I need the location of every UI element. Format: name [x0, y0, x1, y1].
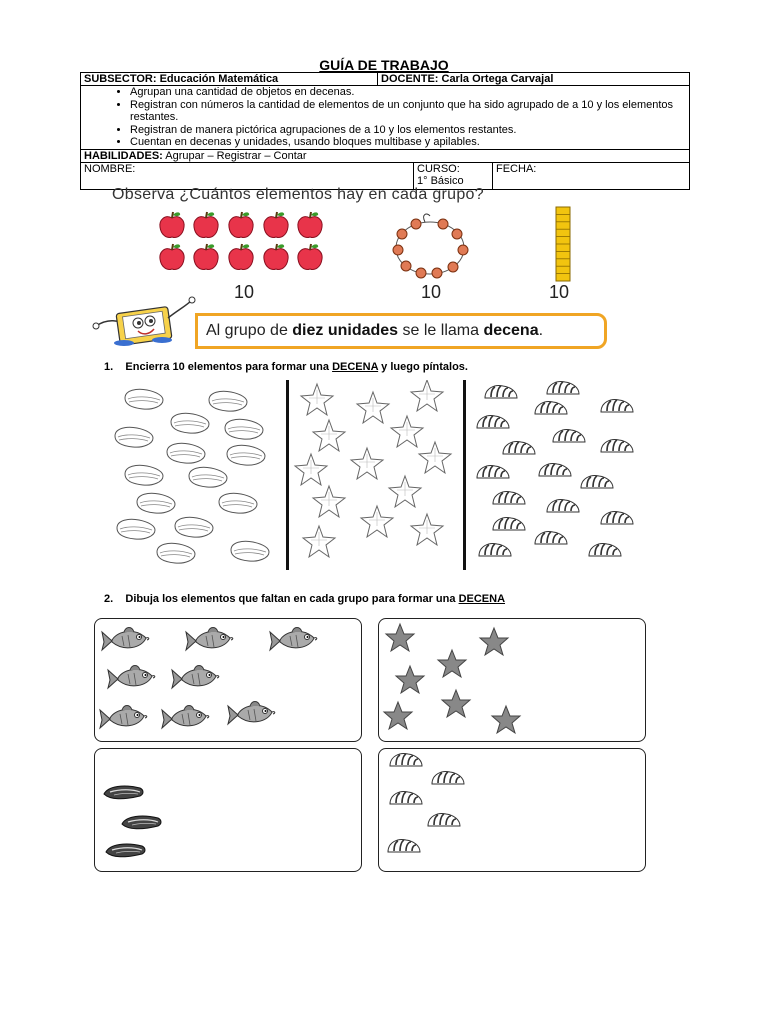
starfish-icon: [386, 624, 414, 651]
block-tower-icon: [553, 206, 573, 282]
count-blocks: 10: [549, 282, 570, 302]
decena-banner: [195, 313, 607, 349]
question-2-keyword: DECENA: [458, 593, 506, 605]
bead-icon: [411, 219, 421, 229]
starfish-icon: [301, 384, 333, 415]
clam-icon: [485, 386, 517, 399]
starfish-icon: [357, 392, 389, 423]
fish-icon: [270, 628, 317, 651]
objectives-cell: [81, 86, 690, 150]
apple-icon: [264, 244, 288, 270]
mussel-group: [104, 786, 161, 857]
shell-icon: [137, 493, 175, 513]
banner-suffix: .: [538, 322, 544, 339]
question-1-keyword: DECENA: [332, 361, 379, 373]
fish-icon: [100, 706, 147, 729]
apple-icon: [229, 212, 253, 238]
question-1: [104, 361, 468, 373]
clam-icon: [601, 400, 633, 413]
starfish-icon: [313, 486, 345, 517]
clam-group: [477, 382, 633, 557]
fish-icon: [108, 666, 155, 689]
clam-icon: [535, 532, 567, 545]
bead-icon: [401, 261, 411, 271]
objective-item: • Agrupan una cantidad de objetos en decenas.: [130, 86, 686, 99]
starfish-icon: [351, 448, 383, 479]
clam-icon: [601, 512, 633, 525]
clam-icon: [388, 840, 420, 853]
shell-group: [115, 389, 269, 563]
banner-prefix: Al grupo de: [206, 322, 293, 339]
apple-icon: [229, 244, 253, 270]
fish-icon: [186, 628, 233, 651]
bead-necklace: [385, 210, 475, 280]
fecha-cell[interactable]: [493, 162, 690, 189]
curso-value: 1° Básico: [417, 174, 464, 187]
bead-icon: [452, 229, 462, 239]
clam-icon: [390, 792, 422, 805]
clam-icon: [477, 416, 509, 429]
shell-icon: [175, 517, 213, 537]
banner-bold-decena: decena: [483, 322, 539, 339]
starfish-icon: [391, 416, 423, 447]
clam-icon: [547, 382, 579, 395]
starfish-icon: [396, 666, 424, 693]
clam-icon: [432, 772, 464, 785]
starfish-icon: [438, 650, 466, 677]
apple-icon: [264, 212, 288, 238]
apple-icon: [160, 212, 184, 238]
habilidades-cell: [81, 149, 690, 162]
apple-row-1: [160, 212, 322, 238]
mussel-icon: [122, 816, 161, 829]
starfish-group: [295, 380, 451, 557]
count-beads: 10: [421, 282, 442, 302]
header-table: [80, 72, 690, 190]
clam-icon: [589, 544, 621, 557]
shell-icon: [189, 467, 227, 487]
question-1-text-end: y luego píntalos.: [378, 361, 468, 373]
clam-icon: [428, 814, 460, 827]
clam-icon: [581, 476, 613, 489]
starfish-icon: [389, 476, 421, 507]
starfish-icon: [442, 690, 470, 717]
gray-starfish-group: [384, 624, 520, 733]
clam-icon: [479, 544, 511, 557]
clam-icon: [493, 492, 525, 505]
curso-cell: [414, 162, 493, 189]
clam-icon: [477, 466, 509, 479]
clam-icon: [535, 402, 567, 415]
apple-row-2: [160, 244, 322, 270]
observe-heading: Observa ¿Cuántos elementos hay en cada grupo?: [112, 186, 484, 203]
objective-item: • Registran de manera pictórica agrupaciones de a 10 y los elementos restantes.: [130, 124, 686, 137]
clam-icon: [503, 442, 535, 455]
starfish-icon: [295, 454, 327, 485]
clam-icon: [390, 754, 422, 767]
fish-icon: [102, 628, 149, 651]
starfish-icon: [480, 628, 508, 655]
shell-icon: [125, 389, 163, 409]
mussel-icon: [104, 786, 143, 799]
starfish-icon: [411, 380, 443, 411]
banner-middle: se le llama: [398, 322, 484, 339]
shell-icon: [219, 493, 257, 513]
bead-icon: [397, 229, 407, 239]
worksheet-title: GUÍA DE TRABAJO: [319, 57, 449, 73]
fish-group: [100, 628, 317, 729]
shell-icon: [225, 419, 263, 439]
apple-icon: [160, 244, 184, 270]
clam-icon: [553, 430, 585, 443]
q2-elements: [94, 618, 646, 872]
shell-icon: [115, 427, 153, 447]
starfish-icon: [419, 442, 451, 473]
gray-clam-group: [388, 754, 464, 853]
apple-icon: [298, 212, 322, 238]
apple-group: [155, 208, 330, 274]
shell-icon: [231, 541, 269, 561]
objective-item: • Registran con números la cantidad de elementos de un conjunto que ha sido agrupado de a 10 y los elementos restantes.: [130, 99, 686, 124]
shell-icon: [117, 519, 155, 539]
subsector-cell: SUBSECTOR: Educación Matemática: [81, 73, 378, 86]
starfish-icon: [384, 702, 412, 729]
question-2-number: 2.: [104, 593, 114, 605]
clam-icon: [601, 440, 633, 453]
question-1-number: 1.: [104, 361, 114, 373]
clam-icon: [539, 464, 571, 477]
fecha-label: FECHA:: [496, 162, 537, 175]
clam-icon: [493, 518, 525, 531]
bead-icon: [393, 245, 403, 255]
shell-icon: [227, 445, 265, 465]
bead-icon: [432, 268, 442, 278]
nombre-label: NOMBRE:: [84, 162, 136, 175]
question-2: [104, 593, 505, 605]
objective-item: • Cuentan en decenas y unidades, usando bloques multibase y apilables.: [130, 136, 686, 149]
fish-icon: [228, 702, 275, 725]
bead-icon: [448, 262, 458, 272]
curso-label: CURSO:: [417, 162, 460, 175]
fish-icon: [162, 706, 209, 729]
q1-elements: [105, 380, 650, 575]
habilidades-value: Agrupar – Registrar – Contar: [165, 149, 307, 162]
fish-icon: [172, 666, 219, 689]
shell-icon: [157, 543, 195, 563]
starfish-icon: [361, 506, 393, 537]
shell-icon: [209, 391, 247, 411]
shell-icon: [167, 443, 205, 463]
book-mascot-icon: [88, 296, 198, 348]
bead-icon: [438, 219, 448, 229]
docente-cell: DOCENTE: Carla Ortega Carvajal: [378, 73, 690, 86]
question-2-text: Dibuja los elementos que faltan en cada grupo para formar una: [125, 593, 459, 605]
shell-icon: [125, 465, 163, 485]
nombre-cell[interactable]: [81, 162, 414, 189]
starfish-icon: [303, 526, 335, 557]
starfish-icon: [411, 514, 443, 545]
starfish-icon: [313, 420, 345, 451]
bead-icon: [458, 245, 468, 255]
clam-icon: [547, 500, 579, 513]
apple-icon: [194, 244, 218, 270]
question-1-text: Encierra 10 elementos para formar una: [125, 361, 333, 373]
banner-bold-diez-unidades: diez unidades: [292, 322, 399, 339]
bead-icon: [416, 268, 426, 278]
habilidades-label: HABILIDADES:: [84, 149, 163, 162]
apple-icon: [298, 244, 322, 270]
shell-icon: [171, 413, 209, 433]
count-apples: 10: [234, 282, 255, 302]
starfish-icon: [492, 706, 520, 733]
mussel-icon: [106, 844, 145, 857]
apple-icon: [194, 212, 218, 238]
objectives-list: [84, 86, 686, 149]
